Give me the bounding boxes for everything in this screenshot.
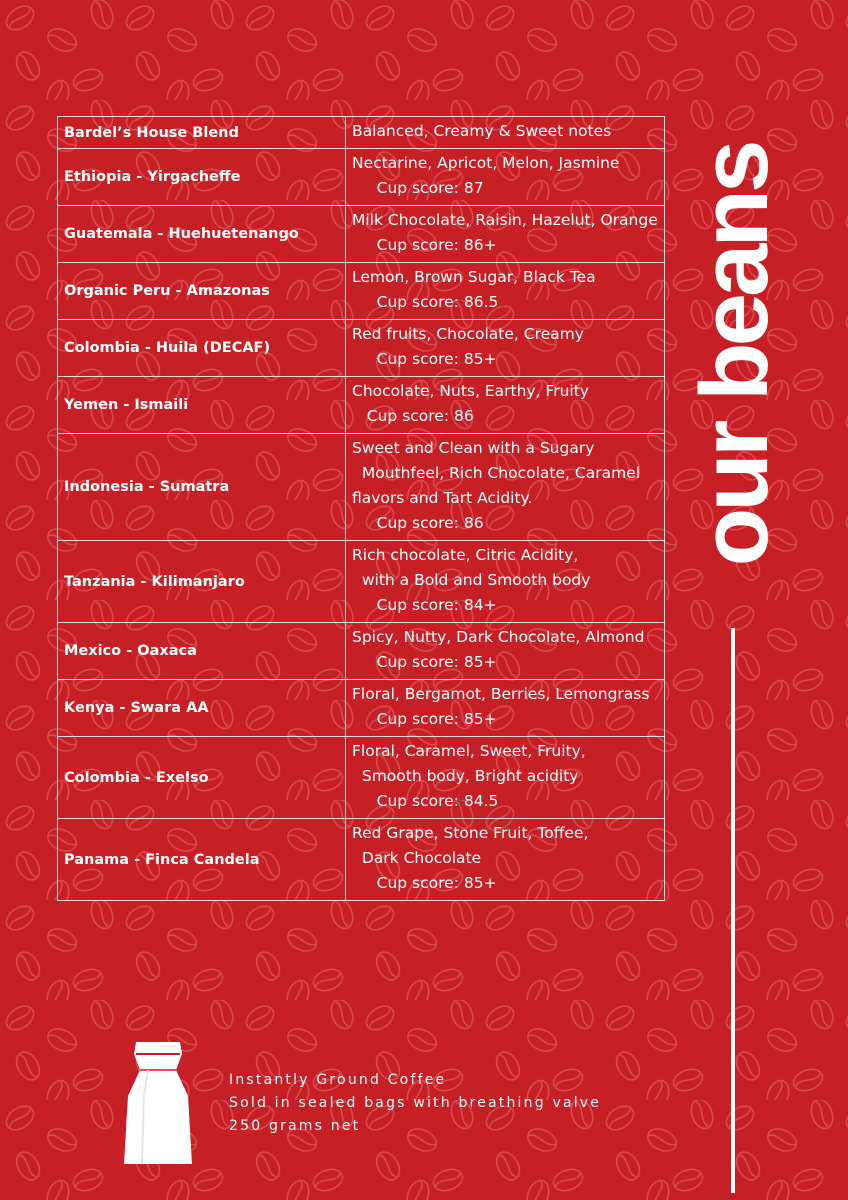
bean-row — [58, 737, 665, 819]
bean-notes — [346, 206, 665, 263]
bean-row — [58, 819, 665, 901]
bean-notes — [346, 434, 665, 541]
bean-row — [58, 206, 665, 263]
coffee-bag-icon — [118, 1036, 198, 1171]
bean-name: Guatemala - Huehuetenango — [58, 206, 346, 263]
bean-name: Ethiopia - Yirgacheffe — [58, 149, 346, 206]
bean-notes — [346, 320, 665, 377]
bean-note-line: Smooth body, Bright acidity — [352, 767, 579, 785]
bean-note-line: flavors and Tart Acidity. — [352, 489, 533, 507]
title-container — [680, 110, 790, 600]
bean-notes — [346, 377, 665, 434]
bean-note-line: Cup score: 86 — [352, 514, 484, 532]
bean-row — [58, 680, 665, 737]
bean-row — [58, 434, 665, 541]
bean-name: Bardel’s House Blend — [58, 117, 346, 149]
bean-note-line: with a Bold and Smooth body — [352, 571, 591, 589]
bean-note-line: Red Grape, Stone Fruit, Toffee, — [352, 824, 589, 842]
info-line: 250 grams net — [229, 1118, 361, 1134]
bean-notes — [346, 680, 665, 737]
bean-note-line: Rich chocolate, Citric Acidity, — [352, 546, 579, 564]
vertical-divider — [731, 628, 735, 1193]
bean-note-line: Cup score: 87 — [352, 179, 484, 197]
bean-name: Mexico - Oaxaca — [58, 623, 346, 680]
bean-notes — [346, 737, 665, 819]
bean-note-line: Balanced, Creamy & Sweet notes — [352, 122, 612, 140]
bean-note-line: Cup score: 85+ — [352, 350, 497, 368]
bean-name: Tanzania - Kilimanjaro — [58, 541, 346, 623]
bean-notes — [346, 263, 665, 320]
info-line: Instantly Ground Coffee — [229, 1072, 447, 1088]
bean-name: Panama - Finca Candela — [58, 819, 346, 901]
bean-note-line: Milk Chocolate, Raisin, Hazelut, Orange — [352, 211, 658, 229]
bean-note-line: Cup score: 85+ — [352, 710, 497, 728]
bean-note-line: Cup score: 84+ — [352, 596, 497, 614]
bean-row — [58, 320, 665, 377]
bean-notes — [346, 117, 665, 149]
bean-note-line: Cup score: 85+ — [352, 653, 497, 671]
bean-note-line: Lemon, Brown Sugar, Black Tea — [352, 268, 596, 286]
bean-note-line: Spicy, Nutty, Dark Chocolate, Almond — [352, 628, 645, 646]
bean-name: Indonesia - Sumatra — [58, 434, 346, 541]
bean-name: Organic Peru - Amazonas — [58, 263, 346, 320]
page-title: our beans — [681, 143, 788, 567]
bean-row — [58, 377, 665, 434]
info-line: Sold in sealed bags with breathing valve — [229, 1095, 602, 1111]
bean-row — [58, 263, 665, 320]
bean-note-line: Cup score: 86+ — [352, 236, 497, 254]
bean-row — [58, 149, 665, 206]
bean-notes — [346, 623, 665, 680]
bean-note-line: Cup score: 84.5 — [352, 792, 499, 810]
bean-name: Colombia - Exelso — [58, 737, 346, 819]
bean-notes — [346, 149, 665, 206]
bean-note-line: Nectarine, Apricot, Melon, Jasmine — [352, 154, 620, 172]
bean-note-line: Cup score: 86.5 — [352, 293, 499, 311]
bean-note-line: Mouthfeel, Rich Chocolate, Caramel — [352, 464, 641, 482]
bean-name: Kenya - Swara AA — [58, 680, 346, 737]
bean-row — [58, 623, 665, 680]
bean-name: Yemen - Ismaili — [58, 377, 346, 434]
bean-note-line: Dark Chocolate — [352, 849, 482, 867]
bean-note-line: Cup score: 86 — [352, 407, 474, 425]
bean-notes — [346, 541, 665, 623]
bean-note-line: Cup score: 85+ — [352, 874, 497, 892]
bean-row — [58, 541, 665, 623]
bean-note-line: Red fruits, Chocolate, Creamy — [352, 325, 584, 343]
product-info — [229, 1069, 601, 1138]
bean-note-line: Chocolate, Nuts, Earthy, Fruity — [352, 382, 589, 400]
bean-note-line: Floral, Caramel, Sweet, Fruity, — [352, 742, 586, 760]
beans-table — [57, 116, 665, 901]
bean-notes — [346, 819, 665, 901]
bean-note-line: Sweet and Clean with a Sugary — [352, 439, 595, 457]
bean-name: Colombia - Huila (DECAF) — [58, 320, 346, 377]
bean-row — [58, 117, 665, 149]
bean-note-line: Floral, Bergamot, Berries, Lemongrass — [352, 685, 650, 703]
